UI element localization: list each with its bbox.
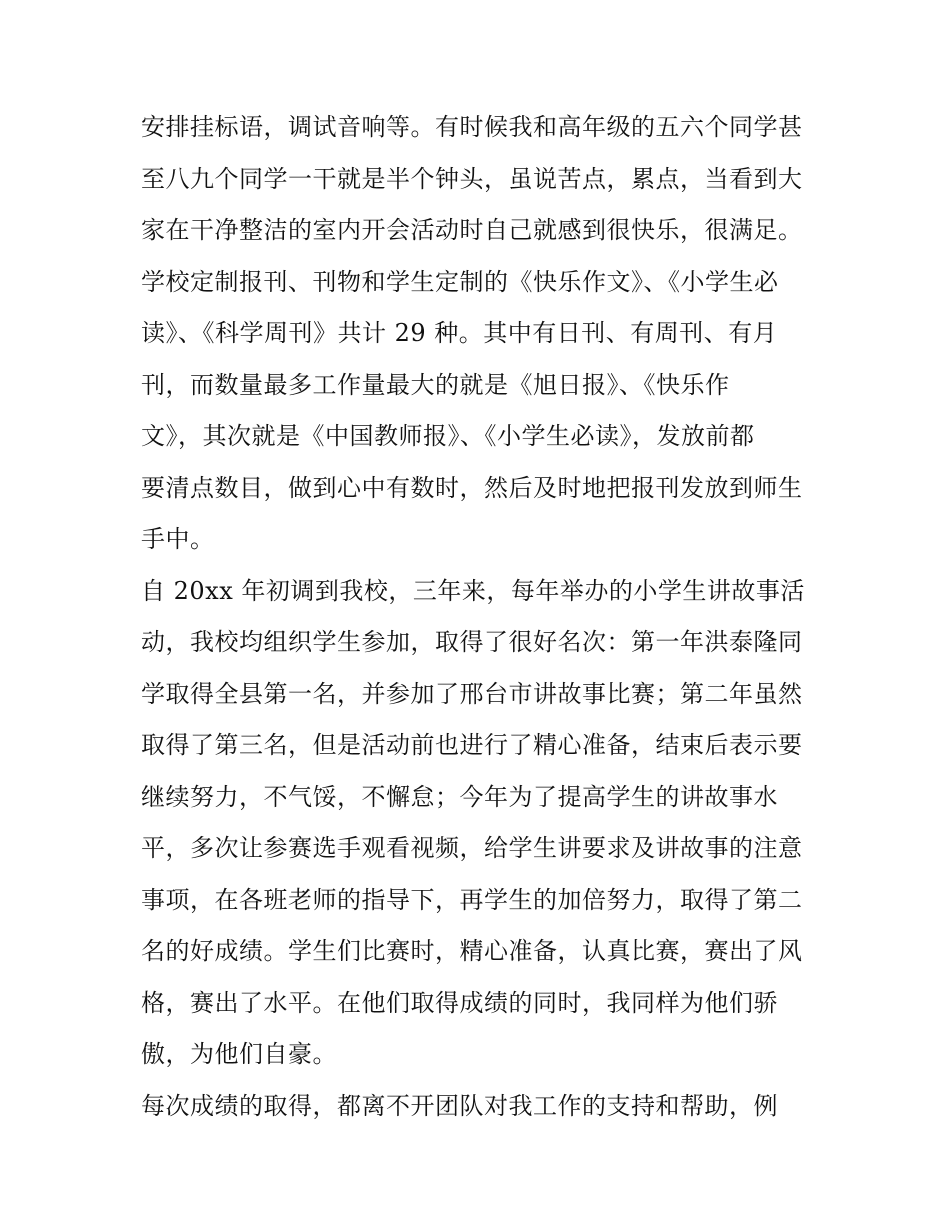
text-line: 动，我校均组织学生参加，取得了很好名次：第一年洪泰隆同	[141, 628, 803, 656]
text-line: 名的好成绩。学生们比赛时，精心准备，认真比赛，赛出了风	[141, 937, 803, 965]
text-line: 学取得全县第一名，并参加了邢台市讲故事比赛；第二年虽然	[141, 679, 803, 708]
text-line: 要清点数目，做到心中有数时，然后及时地把报刊发放到师生	[141, 473, 803, 502]
text-line: 安排挂标语，调试音响等。有时候我和高年级的五六个同学甚	[141, 113, 803, 141]
text-line: 读》、《科学周刊》共计 29 种。其中有日刊、有周刊、有月	[141, 319, 778, 347]
text-line: 学校定制报刊、刊物和学生定制的《快乐作文》、《小学生必	[141, 267, 779, 296]
text-line: 格，赛出了水平。在他们取得成绩的同时，我同样为他们骄	[141, 988, 778, 1017]
text-line: 自 20xx 年初调到我校，三年来，每年举办的小学生讲故事活	[141, 576, 805, 605]
text-line: 平，多次让参赛选手观看视频，给学生讲要求及讲故事的注意	[141, 834, 803, 862]
document-body-text	[141, 102, 831, 1132]
text-line: 傲，为他们自豪。	[141, 1040, 337, 1068]
text-line: 每次成绩的取得，都离不开团队对我工作的支持和帮助，例	[141, 1091, 778, 1120]
text-line: 刊，而数量最多工作量最大的就是《旭日报》、《快乐作	[141, 370, 730, 399]
text-line: 继续努力，不气馁，不懈怠；今年为了提高学生的讲故事水	[141, 782, 778, 811]
text-line: 文》，其次就是《中国教师报》、《小学生必读》，发放前都	[141, 422, 755, 450]
text-line: 取得了第三名，但是活动前也进行了精心准备，结束后表示要	[141, 731, 803, 759]
text-line: 事项，在各班老师的指导下，再学生的加倍努力，取得了第二	[141, 885, 803, 914]
text-line: 手中。	[141, 525, 215, 553]
text-line: 家在干净整洁的室内开会活动时自己就感到很快乐，很满足。	[141, 216, 803, 244]
text-line: 至八九个同学一干就是半个钟头，虽说苦点，累点，当看到大	[141, 164, 803, 193]
